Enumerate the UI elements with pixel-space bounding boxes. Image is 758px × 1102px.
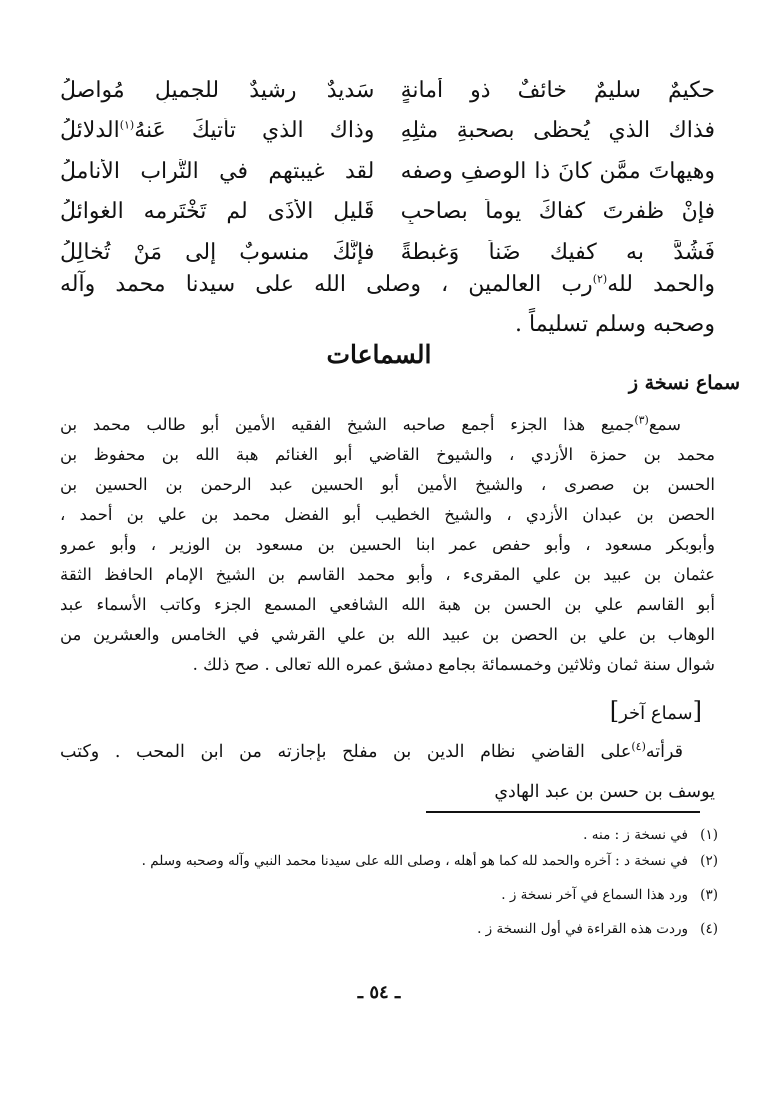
paragraph-line: وأبوبكر مسعود ، وأبو حفص عمر ابنا الحسين بن مسعود بن الوزير ، وأبو عمرو: [60, 535, 715, 554]
closing-text: رب العالمين ، وصلى الله على سيدنا محمد وآله: [60, 272, 593, 297]
footnote-divider: [426, 811, 700, 813]
verse-second-hemistich: [60, 118, 374, 143]
footnote-text: في نسخة ز : منه .: [583, 827, 688, 843]
other-sama-title: [610, 697, 702, 725]
sama-paragraph: [60, 410, 715, 680]
poem: [60, 70, 715, 273]
page-number: ـ ٥٤ ـ: [357, 982, 401, 1003]
paragraph-line: يوسف بن حسن بن عبد الهادي: [494, 782, 715, 802]
section-title: السماعات: [326, 340, 432, 369]
footnotes: [56, 822, 718, 942]
verse-first-hemistich: حكيمٌ سليمٌ خائفٌ ذو أمانةٍ: [400, 77, 715, 103]
poem-verse: [60, 111, 715, 152]
footnote: [56, 848, 718, 874]
qiraa-paragraph: [60, 732, 715, 812]
footnote-text: في نسخة د : آخره والحمد لله كما هو أهله ، وصلى الله على سيدنا محمد النبي وآله وصحبه وسلم .: [141, 853, 688, 869]
other-sama-title-text: سماع آخر: [619, 703, 693, 724]
footnote-ref: (٢): [592, 272, 608, 286]
paragraph-line: محمد بن حمزة الأزدي ، والشيوخ القاضي أبو الغنائم هبة الله بن محفوظ بن: [60, 445, 715, 464]
verse-text: الدلائلُ: [60, 118, 120, 144]
footnote: [56, 882, 718, 908]
poem-verse: [60, 192, 715, 233]
close-bracket: ]: [609, 697, 620, 725]
paragraph-line: أبو القاسم علي بن الحسن بن هبة الله الشافعي المسمع الجزء وكاتب الأسماء عبد: [60, 595, 715, 614]
closing-line: [60, 265, 715, 305]
verse-text: وذاك الذي تأتيكَ عَنهُ: [134, 118, 375, 144]
verse-second-hemistich: سَديدٌ رشيدٌ للجميلِ مُواصلُ: [60, 77, 375, 103]
closing-text: والحمد لله: [607, 272, 715, 297]
verse-first-hemistich: وهيهاتَ ممَّن كانَ ذا الوصفِ وصفه: [400, 158, 715, 184]
footnote-number: (٣): [700, 887, 718, 903]
line-text: سمع: [648, 415, 681, 434]
closing-doxology: [60, 265, 715, 345]
verse-first-hemistich: فإنْ ظفرتَ كفاكَ يوماً بصاحبٍ: [400, 199, 715, 225]
footnote: [56, 822, 718, 848]
footnote-text: وردت هذه القراءة في أول النسخة ز .: [477, 921, 688, 937]
footnote-text: ورد هذا السماع في آخر نسخة ز .: [501, 887, 688, 903]
paragraph-line: الوهاب بن علي بن الحصن بن عبيد الله بن علي القرشي في الخامس والعشرين من: [60, 625, 715, 644]
closing-line: وصحبه وسلم تسليماً .: [515, 312, 715, 337]
sub-title-text: سماع نسخة ز: [628, 372, 740, 394]
paragraph-line: [60, 732, 715, 772]
verse-second-hemistich: قَليلِ الأذَى لم تَخْتَرِمه الغوائلُ: [60, 199, 375, 225]
line-text: جميع هذا الجزء أجمع صاحبه الشيخ الفقيه الأمين أبو طالب محمد بن: [60, 415, 635, 434]
verse-first-hemistich: فَشُدَّ به كفيك ضَناً وَغبطةً: [400, 239, 715, 265]
footnote: [56, 916, 718, 942]
verse-second-hemistich: لقد غيبتهم في التُّراب الأناملُ: [60, 158, 375, 184]
line-text: على القاضي نظام الدين بن مفلح بإجازته من ابن المحب . وكتب: [60, 742, 632, 762]
line-text: قرأته: [645, 742, 683, 762]
open-bracket: [: [692, 697, 702, 725]
footnote-ref: (٣): [634, 413, 649, 427]
poem-verse: [60, 70, 715, 111]
paragraph-line: عثمان بن عبيد بن علي المقرىء ، وأبو محمد القاسم بن الشيخ الإمام الحافظ الثقة: [60, 565, 715, 584]
footnote-number: (٢): [700, 853, 718, 869]
footnote-ref: (١): [119, 118, 135, 132]
poem-verse: [60, 151, 715, 192]
paragraph-line: [60, 410, 715, 440]
footnote-ref: (٤): [631, 740, 646, 754]
paragraph-line: شوال سنة ثمان وثلاثين وخمسمائة بجامع دمشق عمره الله تعالى . صح ذلك .: [192, 655, 715, 674]
footnote-number: (١): [700, 827, 718, 843]
verse-first-hemistich: فذاك الذي يُحظى بصحبةِ مثلِهِ: [400, 118, 715, 144]
verse-second-hemistich: فإنَّكَ منسوبٌ إلى مَنْ تُخالِلُ: [60, 239, 375, 265]
footnote-number: (٤): [700, 921, 718, 937]
paragraph-line: الحسن بن صصرى ، والشيخ الأمين أبو الحسين عبد الرحمن بن الحسين بن: [60, 475, 715, 494]
paragraph-line: الحصن بن عبدان الأزدي ، والشيخ الخطيب أبو الفضل محمد بن علي بن أحمد ،: [60, 505, 715, 524]
